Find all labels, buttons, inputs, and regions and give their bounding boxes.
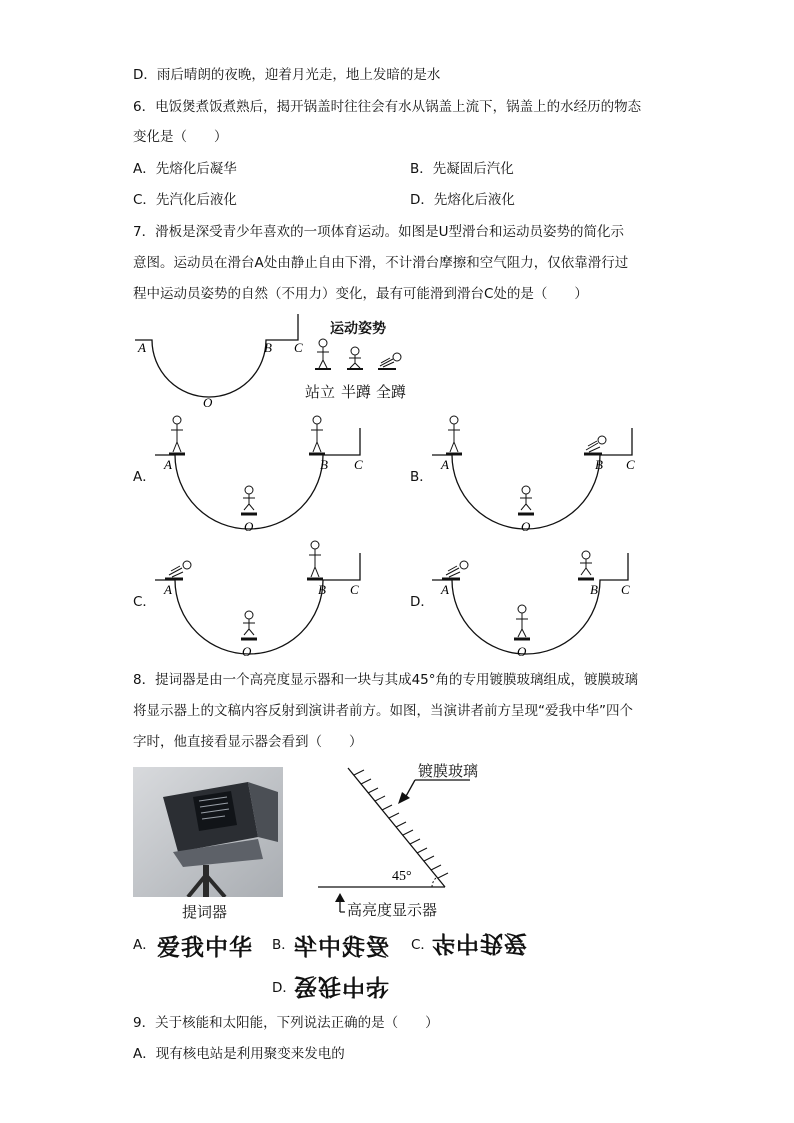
q6-option-a[interactable]: A．先熔化后凝华 bbox=[133, 161, 237, 177]
svg-text:B: B bbox=[318, 582, 326, 597]
svg-text:C: C bbox=[354, 457, 363, 472]
q7-option-a-figure[interactable] bbox=[155, 410, 375, 535]
q8-option-c[interactable]: C． bbox=[411, 937, 434, 953]
mirror-diagram bbox=[310, 760, 500, 920]
q7-option-c[interactable]: C． bbox=[133, 594, 156, 610]
q7-posture-full: 全蹲 bbox=[376, 383, 407, 401]
q7-label-a: A bbox=[138, 340, 146, 355]
q7-option-d[interactable]: D． bbox=[410, 594, 434, 610]
svg-text:C: C bbox=[350, 582, 359, 597]
q8-option-b[interactable]: B． bbox=[272, 937, 295, 953]
angle-45-label: 45° bbox=[392, 869, 412, 884]
q5-option-d: D．雨后晴朗的夜晚，迎着月光走，地上发暗的是水 bbox=[133, 67, 441, 83]
q7-label-o: O bbox=[203, 395, 213, 408]
q8-option-b-text[interactable]: 爱我中华 bbox=[293, 935, 389, 961]
svg-text:B: B bbox=[320, 457, 328, 472]
svg-text:O: O bbox=[242, 644, 252, 659]
q6-stem-line2: 变化是（ ） bbox=[133, 129, 228, 145]
q8-option-a[interactable]: A． bbox=[133, 937, 156, 953]
q6-stem-line1: 6．电饭煲煮饭煮熟后，揭开锅盖时往往会有水从锅盖上流下，锅盖上的水经历的物态 bbox=[133, 99, 642, 115]
q7-stem-line2: 意图。运动员在滑台A处由静止自由下滑，不计滑台摩擦和空气阻力，仅依靠滑行过 bbox=[133, 255, 629, 271]
q6-option-d[interactable]: D．先熔化后液化 bbox=[410, 192, 515, 208]
q7-stem-line1: 7．滑板是深受青少年喜欢的一项体育运动。如图是U型滑台和运动员姿势的简化示 bbox=[133, 224, 624, 240]
svg-text:O: O bbox=[517, 644, 527, 659]
q7-option-c-figure[interactable] bbox=[155, 535, 375, 660]
svg-text:O: O bbox=[244, 519, 254, 534]
q8-option-d-text[interactable]: 华中我爱 bbox=[293, 973, 389, 999]
q7-option-a[interactable]: A． bbox=[133, 469, 156, 485]
teleprompter-caption: 提词器 bbox=[182, 903, 228, 921]
q9-option-a[interactable]: A．现有核电站是利用聚变来发电的 bbox=[133, 1046, 345, 1062]
svg-text:B: B bbox=[590, 582, 598, 597]
svg-text:O: O bbox=[521, 519, 531, 534]
svg-text:B: B bbox=[595, 457, 603, 472]
q6-option-b[interactable]: B．先凝固后汽化 bbox=[410, 161, 514, 177]
display-label: 高亮度显示器 bbox=[347, 901, 438, 919]
svg-text:A: A bbox=[441, 457, 449, 472]
q7-option-b-figure[interactable] bbox=[432, 410, 652, 535]
svg-text:A: A bbox=[164, 582, 172, 597]
q7-posture-title: 运动姿势 bbox=[330, 321, 386, 337]
q8-stem-line2: 将显示器上的文稿内容反射到演讲者前方。如图，当演讲者前方呈现“爱我中华”四个 bbox=[133, 703, 633, 719]
svg-text:C: C bbox=[621, 582, 630, 597]
q7-stem-line3: 程中运动员姿势的自然（不用力）变化，最有可能滑到滑台C处的是（ ） bbox=[133, 286, 588, 302]
q8-option-d[interactable]: D． bbox=[272, 980, 296, 996]
coated-glass-label: 镀膜玻璃 bbox=[418, 762, 479, 780]
q6-option-c[interactable]: C．先汽化后液化 bbox=[133, 192, 237, 208]
svg-text:A: A bbox=[164, 457, 172, 472]
q8-option-a-text[interactable]: 爱我中华 bbox=[157, 935, 253, 961]
q7-posture-figures bbox=[308, 338, 408, 378]
q8-option-c-text[interactable]: 华中我爱 bbox=[432, 930, 528, 956]
q7-option-b[interactable]: B． bbox=[410, 469, 433, 485]
teleprompter-photo bbox=[133, 767, 283, 897]
q8-stem-line1: 8．提词器是由一个高亮度显示器和一块与其成45°角的专用镀膜玻璃组成，镀膜玻璃 bbox=[133, 672, 639, 688]
q9-stem: 9．关于核能和太阳能，下列说法正确的是（ ） bbox=[133, 1015, 439, 1031]
q7-posture-stand: 站立 bbox=[305, 383, 336, 401]
q8-stem-line3: 字时，他直接看显示器会看到（ ） bbox=[133, 734, 363, 750]
q7-label-b: B bbox=[264, 340, 272, 355]
q7-label-c: C bbox=[294, 340, 303, 355]
stand-figure bbox=[169, 416, 185, 454]
svg-text:A: A bbox=[441, 582, 449, 597]
svg-text:C: C bbox=[626, 457, 635, 472]
q7-posture-half: 半蹲 bbox=[341, 383, 372, 401]
q7-option-d-figure[interactable] bbox=[432, 535, 652, 660]
